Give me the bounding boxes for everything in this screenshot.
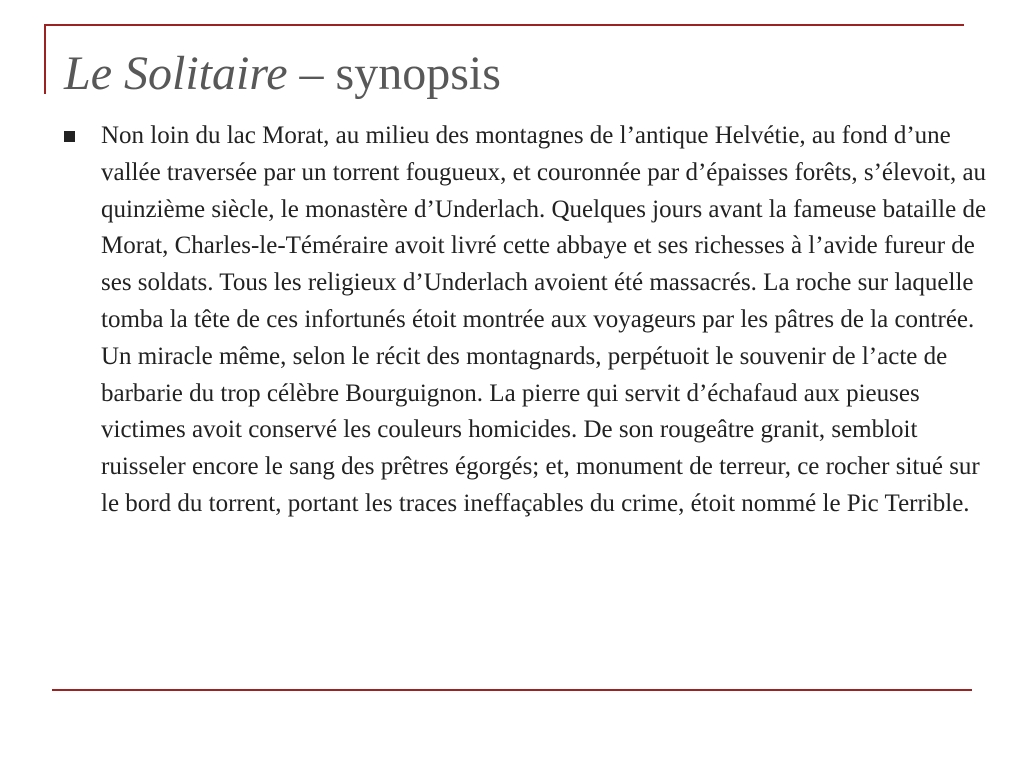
- frame-top-rule: [44, 24, 964, 26]
- synopsis-text: Non loin du lac Morat, au milieu des montagnes de l’antique Helvétie, au fond d’une vallée traversée par un torrent fougueux, et couronnée par d’épaisses forêts, s’élevoit, au quinzième siècle, le monastère d’Underlach. Quelques jours avant la fameuse bataille de Morat, Charles-le-Téméraire avoit livré cette abbaye et ses richesses à l’avide fureur de ses soldats. Tous les religieux d’Underlach avoient été massacrés. La roche sur laquelle tomba la tête de ces infortunés étoit montrée aux voyageurs par les pâtres de la contrée. Un miracle même, selon le récit des montagnards, perpétuoit le souvenir de l’acte de barbarie du trop célèbre Bourguignon. La pierre qui servit d’échafaud aux pieuses victimes avoit conservé les couleurs homicides. De son rougeâtre granit, sembloit ruisseler encore le sang des prêtres égorgés; et, monument de terreur, ce rocher situé sur le bord du torrent, portant les traces ineffaçables du crime, étoit nommé le Pic Terrible.: [101, 122, 987, 517]
- frame-left-rule: [44, 24, 46, 94]
- synopsis-bullet: [64, 118, 994, 523]
- square-bullet-icon: [64, 131, 75, 142]
- slide-title-italic: Le Solitaire: [64, 47, 288, 100]
- slide-title-rest: – synopsis: [287, 47, 501, 100]
- frame-bottom-rule: [52, 689, 972, 691]
- slide-title: [64, 42, 501, 106]
